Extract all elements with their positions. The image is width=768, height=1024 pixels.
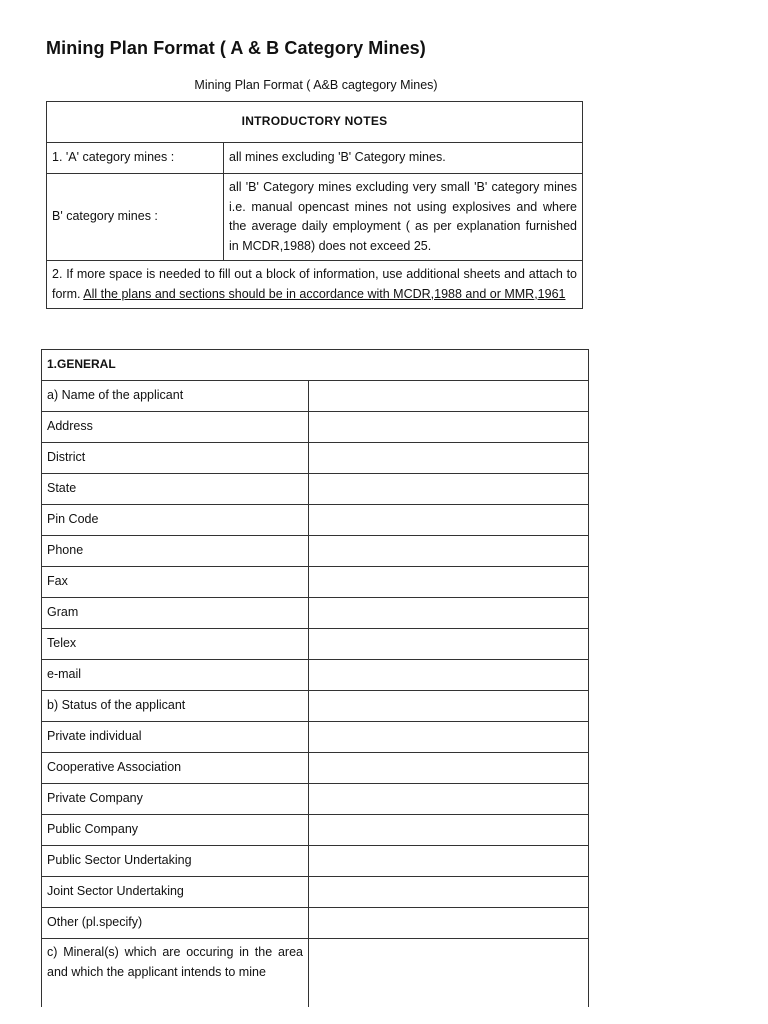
intro-note-text: 2. If more space is needed to fill out a block of information, use additional sheets and attach to form. bbox=[52, 267, 578, 301]
form-row bbox=[42, 660, 589, 691]
form-field-label: District bbox=[42, 443, 309, 474]
document-title: Mining Plan Format ( A & B Category Mines) bbox=[46, 38, 426, 58]
form-field-value[interactable] bbox=[309, 567, 589, 598]
form-field-value[interactable] bbox=[309, 908, 589, 939]
form-field-value[interactable] bbox=[309, 877, 589, 908]
intro-note-row bbox=[47, 261, 583, 309]
form-field-value[interactable] bbox=[309, 381, 589, 412]
form-field-label: Address bbox=[42, 412, 309, 443]
form-field-value[interactable] bbox=[309, 474, 589, 505]
form-field-label: Public Sector Undertaking bbox=[42, 846, 309, 877]
form-field-value[interactable] bbox=[309, 629, 589, 660]
form-row bbox=[42, 784, 589, 815]
form-field-value[interactable] bbox=[309, 536, 589, 567]
form-field-label: b) Status of the applicant bbox=[42, 691, 309, 722]
intro-row-b-category bbox=[47, 174, 583, 261]
form-field-value[interactable] bbox=[309, 815, 589, 846]
form-field-value[interactable] bbox=[309, 722, 589, 753]
form-field-label: Private individual bbox=[42, 722, 309, 753]
form-row bbox=[42, 753, 589, 784]
general-section-table bbox=[41, 349, 589, 1007]
form-field-label: State bbox=[42, 474, 309, 505]
form-row bbox=[42, 474, 589, 505]
intro-row-a-category bbox=[47, 143, 583, 174]
b-category-definition: all 'B' Category mines excluding very small 'B' category mines i.e. manual opencast mines not using explosives and where the average daily employment ( as per explanation furnished in MCDR,1988) does not exceed 25. bbox=[224, 174, 583, 261]
intro-note bbox=[47, 261, 583, 309]
form-field-value[interactable] bbox=[309, 598, 589, 629]
form-row bbox=[42, 691, 589, 722]
form-row bbox=[42, 598, 589, 629]
form-row bbox=[42, 412, 589, 443]
form-row bbox=[42, 505, 589, 536]
form-field-label: Gram bbox=[42, 598, 309, 629]
form-row bbox=[42, 722, 589, 753]
form-field-label: Fax bbox=[42, 567, 309, 598]
form-field-label: Public Company bbox=[42, 815, 309, 846]
form-field-label: Joint Sector Undertaking bbox=[42, 877, 309, 908]
form-field-value[interactable] bbox=[309, 443, 589, 474]
a-category-definition: all mines excluding 'B' Category mines. bbox=[224, 143, 583, 174]
introductory-notes-table bbox=[46, 101, 583, 309]
form-row-minerals bbox=[42, 939, 589, 1008]
form-field-label: a) Name of the applicant bbox=[42, 381, 309, 412]
minerals-label: c) Mineral(s) which are occuring in the area and which the applicant intends to mine bbox=[42, 939, 309, 1008]
intro-note-underlined: All the plans and sections should be in accordance with MCDR,1988 and or MMR,1961 bbox=[83, 286, 566, 301]
form-row bbox=[42, 381, 589, 412]
form-row bbox=[42, 536, 589, 567]
form-row bbox=[42, 815, 589, 846]
form-field-value[interactable] bbox=[309, 412, 589, 443]
form-field-value[interactable] bbox=[309, 784, 589, 815]
form-field-label: Other (pl.specify) bbox=[42, 908, 309, 939]
form-field-label: Pin Code bbox=[42, 505, 309, 536]
form-field-value[interactable] bbox=[309, 691, 589, 722]
document-subtitle: Mining Plan Format ( A&B cagtegory Mines) bbox=[194, 78, 438, 92]
form-field-label: Private Company bbox=[42, 784, 309, 815]
form-field-value[interactable] bbox=[309, 846, 589, 877]
a-category-label: 1. 'A' category mines : bbox=[47, 143, 224, 174]
form-field-label: Phone bbox=[42, 536, 309, 567]
form-field-value[interactable] bbox=[309, 660, 589, 691]
intro-heading: INTRODUCTORY NOTES bbox=[47, 102, 583, 143]
form-row bbox=[42, 443, 589, 474]
b-category-label: B' category mines : bbox=[47, 174, 224, 261]
form-field-value[interactable] bbox=[309, 505, 589, 536]
general-heading: 1.GENERAL bbox=[42, 350, 589, 381]
minerals-value[interactable] bbox=[309, 939, 589, 1008]
form-row bbox=[42, 629, 589, 660]
form-field-value[interactable] bbox=[309, 753, 589, 784]
form-row bbox=[42, 908, 589, 939]
form-field-label: Cooperative Association bbox=[42, 753, 309, 784]
form-row bbox=[42, 877, 589, 908]
intro-heading-row bbox=[47, 102, 583, 143]
form-row bbox=[42, 567, 589, 598]
form-field-label: e-mail bbox=[42, 660, 309, 691]
form-field-label: Telex bbox=[42, 629, 309, 660]
general-heading-row bbox=[42, 350, 589, 381]
form-row bbox=[42, 846, 589, 877]
